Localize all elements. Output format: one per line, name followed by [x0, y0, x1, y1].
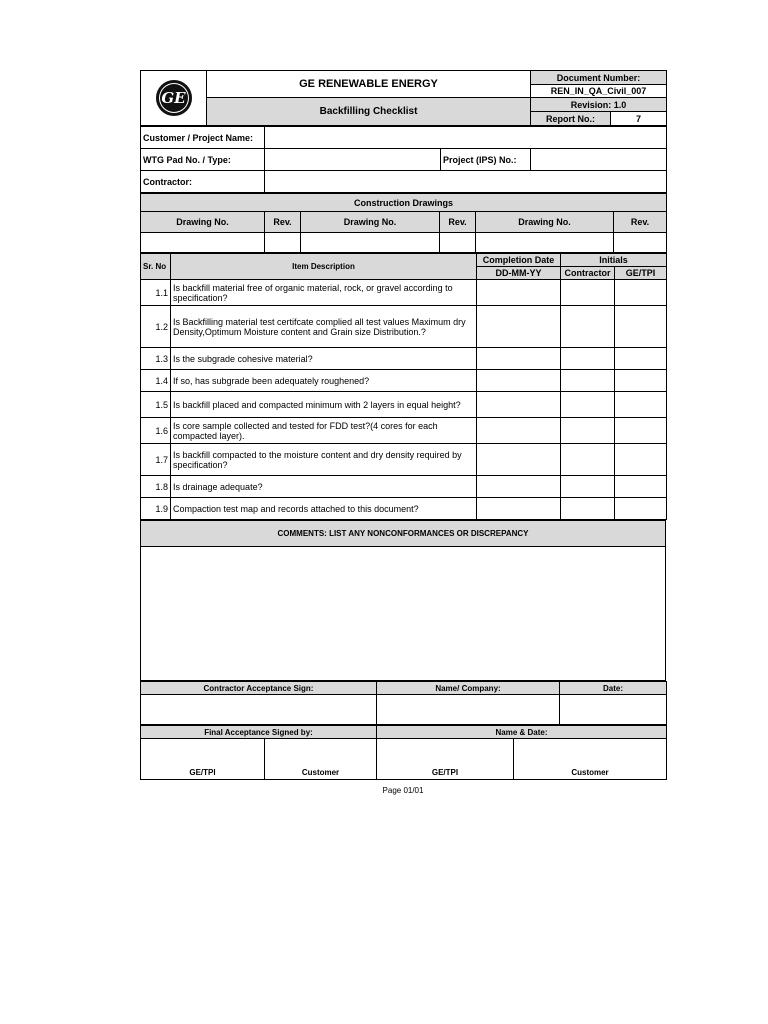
drawings-section-title: Construction Drawings	[141, 194, 667, 212]
getpi-initials-field[interactable]	[615, 476, 667, 498]
completion-date-field[interactable]	[477, 280, 561, 306]
checklist-row	[141, 418, 667, 444]
ge-logo-icon: GE	[156, 80, 192, 116]
checklist-row	[141, 370, 667, 392]
completion-date-header: Completion Date	[477, 254, 561, 267]
item-description: Compaction test map and records attached to this document?	[171, 498, 477, 520]
contractor-sign-field[interactable]	[141, 695, 377, 725]
completion-date-field[interactable]	[477, 306, 561, 348]
document-number-label: Document Number:	[531, 71, 667, 85]
item-number: 1.8	[141, 476, 171, 498]
final-acceptance-table	[140, 725, 667, 780]
project-fields	[140, 126, 667, 193]
drawing-no-header: Drawing No.	[141, 212, 265, 233]
item-description: Is backfill material free of organic material, rock, or gravel according to specification?	[171, 280, 477, 306]
sr-no-header: Sr. No	[141, 254, 171, 280]
checklist-row	[141, 444, 667, 476]
contractor-initials-field[interactable]	[561, 280, 615, 306]
completion-date-field[interactable]	[477, 348, 561, 370]
drawing-no-field[interactable]	[141, 233, 265, 253]
name-company-field[interactable]	[377, 695, 560, 725]
completion-date-field[interactable]	[477, 392, 561, 418]
name-date-label: Name & Date:	[377, 726, 667, 739]
wtg-label: WTG Pad No. / Type:	[141, 149, 265, 171]
completion-date-format: DD-MM-YY	[477, 267, 561, 280]
item-number: 1.7	[141, 444, 171, 476]
checklist-table	[140, 253, 667, 520]
checklist-row	[141, 280, 667, 306]
report-no-label: Report No.:	[531, 112, 611, 126]
contractor-initials-field[interactable]	[561, 444, 615, 476]
company-name: GE RENEWABLE ENERGY	[207, 71, 531, 98]
initials-header: Initials	[561, 254, 667, 267]
item-number: 1.1	[141, 280, 171, 306]
item-number: 1.6	[141, 418, 171, 444]
revision: Revision: 1.0	[531, 98, 667, 112]
rev-field[interactable]	[440, 233, 476, 253]
getpi-initials-field[interactable]	[615, 444, 667, 476]
contractor-initials-field[interactable]	[561, 498, 615, 520]
item-number: 1.3	[141, 348, 171, 370]
project-ips-field[interactable]	[531, 149, 667, 171]
report-no-value: 7	[611, 112, 667, 126]
getpi-initials-field[interactable]	[615, 280, 667, 306]
rev-header: Rev.	[265, 212, 301, 233]
date-field[interactable]	[560, 695, 667, 725]
drawing-no-field[interactable]	[301, 233, 440, 253]
contractor-initials-field[interactable]	[561, 476, 615, 498]
getpi-initials-field[interactable]	[615, 348, 667, 370]
name-company-label: Name/ Company:	[377, 682, 560, 695]
project-ips-label: Project (IPS) No.:	[441, 149, 531, 171]
contractor-initials-field[interactable]	[561, 348, 615, 370]
item-number: 1.5	[141, 392, 171, 418]
document-title: Backfilling Checklist	[207, 98, 531, 126]
comments-title: COMMENTS: LIST ANY NONCONFORMANCES OR DISCREPANCY	[141, 521, 666, 547]
comments-field[interactable]	[141, 547, 666, 681]
rev-header: Rev.	[614, 212, 667, 233]
date-label: Date:	[560, 682, 667, 695]
customer-name-date-field[interactable]: Customer	[514, 739, 667, 780]
getpi-initials-header: GE/TPI	[615, 267, 667, 280]
rev-header: Rev.	[440, 212, 476, 233]
item-description-header: Item Description	[171, 254, 477, 280]
drawing-no-header: Drawing No.	[476, 212, 614, 233]
item-number: 1.9	[141, 498, 171, 520]
contractor-label: Contractor:	[141, 171, 265, 193]
item-description: Is drainage adequate?	[171, 476, 477, 498]
checklist-row	[141, 306, 667, 348]
completion-date-field[interactable]	[477, 498, 561, 520]
final-acceptance-label: Final Acceptance Signed by:	[141, 726, 377, 739]
completion-date-field[interactable]	[477, 418, 561, 444]
item-description: Is backfill placed and compacted minimum with 2 layers in equal height?	[171, 392, 477, 418]
rev-field[interactable]	[265, 233, 301, 253]
getpi-sign-field[interactable]: GE/TPI	[141, 739, 265, 780]
customer-field[interactable]	[265, 127, 667, 149]
getpi-initials-field[interactable]	[615, 370, 667, 392]
page-number: Page 01/01	[382, 786, 424, 795]
customer-label: Customer / Project Name:	[141, 127, 265, 149]
completion-date-field[interactable]	[477, 444, 561, 476]
customer-sign-field[interactable]: Customer	[265, 739, 377, 780]
item-description: Is core sample collected and tested for FDD test?(4 cores for each compacted layer).	[171, 418, 477, 444]
checklist-row	[141, 348, 667, 370]
document-header	[140, 70, 667, 126]
checklist-document	[140, 70, 666, 780]
construction-drawings-table	[140, 193, 667, 253]
item-description: Is Backfilling material test certifcate complied all test values Maximum dry Density,Optimum Moisture content and Grain size Distribution.?	[171, 306, 477, 348]
getpi-name-date-field[interactable]: GE/TPI	[377, 739, 514, 780]
rev-field[interactable]	[614, 233, 667, 253]
contractor-initials-field[interactable]	[561, 392, 615, 418]
contractor-initials-header: Contractor	[561, 267, 615, 280]
completion-date-field[interactable]	[477, 370, 561, 392]
checklist-row	[141, 476, 667, 498]
signoff-table	[140, 681, 667, 725]
contractor-sign-label: Contractor Acceptance Sign:	[141, 682, 377, 695]
document-number: REN_IN_QA_Civil_007	[531, 85, 667, 98]
getpi-initials-field[interactable]	[615, 306, 667, 348]
item-description: If so, has subgrade been adequately roughened?	[171, 370, 477, 392]
contractor-initials-field[interactable]	[561, 370, 615, 392]
contractor-field[interactable]	[265, 171, 667, 193]
drawing-no-header: Drawing No.	[301, 212, 440, 233]
item-number: 1.4	[141, 370, 171, 392]
contractor-initials-field[interactable]	[561, 306, 615, 348]
completion-date-field[interactable]	[477, 476, 561, 498]
logo-cell	[141, 71, 207, 126]
drawing-no-field[interactable]	[476, 233, 614, 253]
comments-table	[140, 520, 666, 681]
getpi-initials-field[interactable]	[615, 392, 667, 418]
contractor-initials-field[interactable]	[561, 418, 615, 444]
checklist-row	[141, 498, 667, 520]
getpi-initials-field[interactable]	[615, 418, 667, 444]
item-description: Is backfill compacted to the moisture content and dry density required by specification?	[171, 444, 477, 476]
getpi-initials-field[interactable]	[615, 498, 667, 520]
item-number: 1.2	[141, 306, 171, 348]
wtg-field[interactable]	[265, 149, 441, 171]
item-description: Is the subgrade cohesive material?	[171, 348, 477, 370]
checklist-row	[141, 392, 667, 418]
